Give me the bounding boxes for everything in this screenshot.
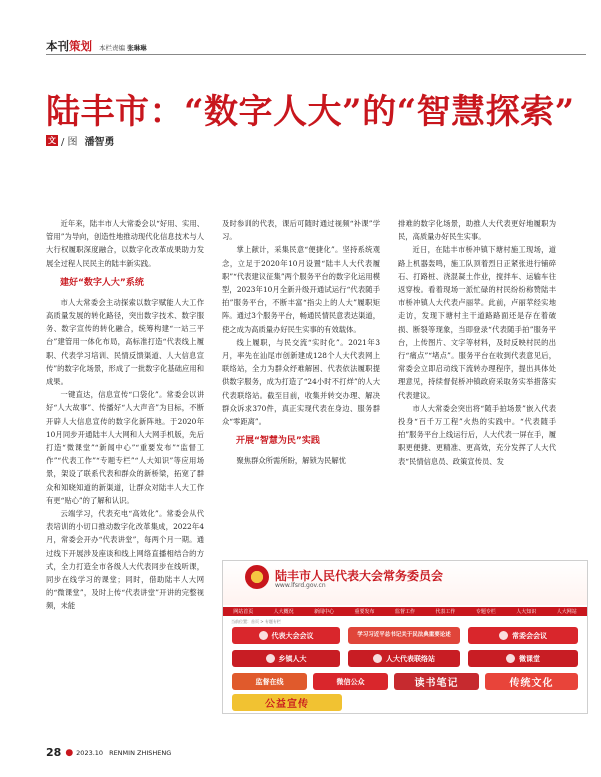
body-column-3 — [398, 217, 556, 468]
column-name-black: 本刊 — [46, 39, 69, 53]
tile-public-service — [232, 694, 342, 711]
website-nav-item: 新闻中心 — [314, 609, 335, 615]
byline — [46, 133, 115, 148]
website-site-name: 陆丰市人民代表大会常务委员会 — [275, 569, 444, 583]
issue-date: 2023.10 — [76, 748, 104, 757]
article-title: 陆丰市：“数字人大”的“智慧探索” — [46, 92, 575, 132]
paragraph: 排难的数字化场景，助推人大代表更好地履职为民，高质量办好民生实事。 — [398, 219, 556, 242]
website-nav — [223, 607, 587, 616]
body-column-2 — [222, 217, 380, 467]
column-header — [46, 38, 147, 52]
tile-icon — [506, 654, 515, 663]
website-screenshot — [222, 560, 588, 714]
byline-photo-tag: / 图 — [61, 137, 78, 148]
paragraph: 聚焦群众所需所盼，解锁为民解忧 — [236, 456, 346, 466]
tile-traditional-culture — [485, 673, 578, 690]
tile-supervision — [232, 673, 307, 690]
magazine-name: RENMIN ZHISHENG — [109, 748, 172, 757]
page-number: 28 — [46, 746, 62, 759]
website-nav-item: 代表工作 — [435, 609, 456, 615]
paragraph: 及时参训的代表，课后可随时通过视频“补课”学习。 — [222, 219, 380, 242]
tile-label: 公益宣传 — [265, 699, 309, 710]
header-divider — [46, 54, 586, 55]
tile-micro-classroom — [468, 650, 578, 667]
paragraph: 市人大常委会主动探索以数字赋能人大工作高质量发展的转化路径，突出数字技术、数字服务、数字宣传的转化融合，统筹构建“一站三平台”建管用一体化布局，高标准打造“代表线上履职、代表学习培训、民情反馈渠道、人大信息宣传”的数字化场景，形成了一批数字化基础应用和成果。 — [46, 297, 204, 387]
tile-label: 乡镇人大 — [278, 654, 307, 663]
website-nav-item: 人大知识 — [516, 609, 537, 615]
tile-label: 微课堂 — [519, 654, 540, 663]
website-breadcrumb: 当前位置：首页 > 专题专栏 — [231, 619, 281, 624]
tile-label: 代表大会会议 — [271, 631, 314, 640]
byline-author: 潘智勇 — [84, 137, 115, 148]
website-url: www.lfsrd.gov.cn — [275, 582, 326, 589]
footer-dot-icon: ● — [65, 747, 74, 758]
paragraph: 云端学习，代表充电“高效化”。常委会从代表培训的小切口推动数字化改革集成，2022年4月，常委会开办“代表讲堂”，每两个月一期。通过线下开展涉及座谈和线上网络直播相结合的方式，全力打造全市各级人大代表同步在线听课，同步在线学习的课堂；同时，借助陆丰人大网的“微课堂”，及时上传“代表讲堂”开讲的完整视频，未能 — [46, 509, 204, 611]
tile-label: 常委会会议 — [512, 631, 547, 640]
tile-standing-committee — [468, 627, 578, 644]
column-name-red: 策划 — [69, 39, 92, 53]
website-nav-item: 人大网站 — [556, 609, 577, 615]
paragraph: 一键直达，信息宣传“口袋化”。常委会以讲好“人大故事”、传播好“人大声音”为目标，不断开辟人大信息宣传的数字化新阵地。于2020年10月同步开通陆丰人大网和人大网手机版，先后打造“微课堂”“新闻中心”“重要发布”“监督工作”“代表工作”“专题专栏”“人大知识”等应用场景，架设了联系代表和群众的新桥梁，拓宽了群众和知晓知道的新渠道，让群众对陆丰人大工作有更“贴心”的了解和认识。 — [46, 390, 204, 505]
tile-icon — [373, 654, 382, 663]
page-footer — [46, 746, 171, 759]
editor-credit — [99, 43, 147, 52]
paragraph: 近年来，陆丰市人大常委会以“好用、实用、管用”为导向，创造性地推动现代化信息技术与人大行权履职深度融合，以数字化改革成果助力发展全过程人民民主的陆丰新实践。 — [46, 219, 204, 268]
tile-label: 学习习近平总书记关于民法典重要论述 — [357, 632, 451, 638]
tile-icon — [499, 631, 508, 640]
paragraph: 市人大常委会突出将“随手拍场景”嵌入代表投身“百千万工程”火热的实践中。“代表随手拍”服务平台上线运行后，人大代表一屏在手，履职更便捷、更精准、更高效，充分发挥了人大代表“民情信息员、政策宣传员、发 — [398, 403, 556, 466]
website-nav-item: 网站首页 — [233, 609, 254, 615]
tile-label: 人大代表联络站 — [386, 654, 435, 663]
byline-text-tag: 文 — [48, 136, 56, 145]
tile-township — [232, 650, 340, 667]
section-heading: 开展“智慧为民”实践 — [236, 436, 320, 447]
tile-label: 微信公众 — [336, 677, 365, 686]
body-column-1 — [46, 217, 204, 613]
editor-name: 张琳琳 — [127, 44, 147, 52]
tile-study — [348, 627, 460, 644]
tile-liaison-station — [348, 650, 460, 667]
paragraph: 掌上献计，采集民意“便捷化”。坚持系统观念，立足于2020年10月设置“陆丰人大代表履职”“代表建议征集”两个服务平台的数字化运用模型，2023年10月全新升级开通试运行“代表随手拍”服务平台，不断丰富“指尖上的人大”履职矩阵。通过3个服务平台，畅通民情民意表达渠道，使之成为高质量办好民生实事的有效载体。 — [222, 245, 380, 334]
tile-icon — [266, 654, 275, 663]
tile-reading-notes — [394, 673, 479, 690]
website-nav-item: 重要发布 — [354, 609, 375, 615]
tile-label: 读书笔记 — [414, 678, 459, 689]
tile-wechat — [313, 673, 388, 690]
tile-label: 传统文化 — [509, 678, 554, 689]
tile-label: 监督在线 — [255, 677, 284, 686]
website-nav-item: 监督工作 — [394, 609, 415, 615]
paragraph: 近日，在陆丰市桥冲镇下塘村施工现场，道路上机器轰鸣，施工队顶着烈日正紧张进行铺碎石、打路桩、浇混凝土作业，搅拌车、运输车往返穿梭。看着现场一派忙碌的村民纷纷称赞陆丰市桥冲镇人大代表卢丽苹。此前，卢丽苹经实地走访，发现下塘村主干道路路面还是存在着破损、断裂等现象，当即登录“代表随手拍”服务平台，上传图片、文字等材料，及时反映村民的出行“痛点”“堵点”。服务平台在收到代表意见后，常委会立即启动线下流转办理程序，提出具体处理意见，持续督促桥冲镇政府采取务实举措落实代表建议。 — [398, 245, 556, 400]
section-heading: 建好“数字人大”系统 — [60, 277, 144, 288]
website-nav-item: 人大概况 — [273, 609, 294, 615]
tile-icon — [259, 631, 268, 640]
editor-label: 本栏责编 — [99, 44, 125, 52]
website-nav-item: 专题专栏 — [475, 609, 496, 615]
national-emblem-icon — [245, 565, 269, 589]
tile-representatives-congress — [232, 627, 340, 644]
paragraph: 线上履职，与民交流“实时化”。2021年3月，率先在汕尾市创新建成128个人大代表网上联络站，全力为群众纾难解困、代表依法履职提供数字服务，成为打造了“24小时不打烊”的人大代表联络站。截至目前，收集并转交办理、解决群众诉求370件，真正实现代表在身边、服务群众“零距离”。 — [222, 337, 380, 427]
